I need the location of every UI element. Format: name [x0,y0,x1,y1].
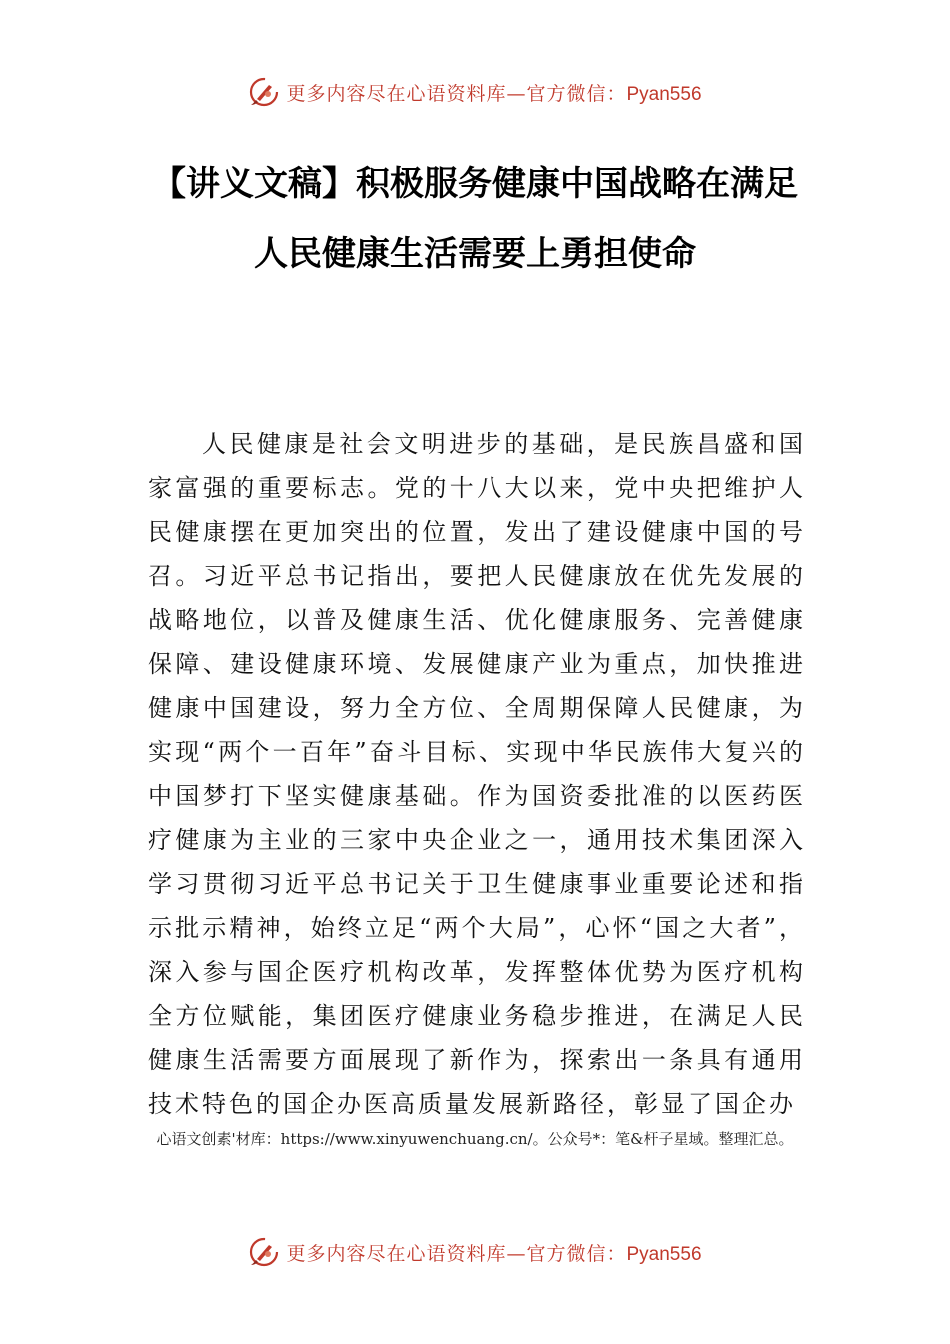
footer-banner [0,1232,950,1272]
banner-text: 更多内容尽在心语资料库—官方微信：Pyan556 [286,82,702,105]
document-title-line-2: 人民健康生活需要上勇担使命 [254,234,696,274]
brush-logo-icon [248,76,280,108]
body-paragraph: 人民健康是社会文明进步的基础，是民族昌盛和国家富强的重要标志。党的十八大以来，党中央把维护人民健康摆在更加突出的位置，发出了建设健康中国的号召。习近平总书记指出，要把人民健康放在优先发展的战略地位，以普及健康生活、优化健康服务、完善健康保障、建设健康环境、发展健康产业为重点，加快推进健康中国建设，努力全方位、全周期保障人民健康，为实现“两个一百年”奋斗目标、实现中华民族伟大复兴的中国梦打下坚实健康基础。作为国资委批准的以医药医疗健康为主业的三家中央企业之一，通用技术集团深入学习贯彻习近平总书记关于卫生健康事业重要论述和指示批示精神，始终立足“两个大局”，心怀“国之大者”，深入参与国企医疗机构改革，发挥整体优势为医疗机构全方位赋能，集团医疗健康业务稳步推进，在满足人民健康生活需要方面展现了新作为，探索出一条具有通用技术特色的国企办医高质量发展新路径，彰显了国企办 [148,430,806,1118]
source-footnote: 心语文创素'材库：https://www.xinyuwenchuang.cn/。公众号*：笔&杆子星域。整理汇总。 [156,1130,794,1148]
brush-logo-icon [248,1236,280,1268]
header-banner [0,72,950,112]
banner-text: 更多内容尽在心语资料库—官方微信：Pyan556 [286,1242,702,1265]
wechat-id: Pyan556 [626,83,702,105]
document-title-line-1: 【讲义文稿】积极服务健康中国战略在满足 [152,164,798,204]
wechat-id: Pyan556 [626,1243,702,1265]
